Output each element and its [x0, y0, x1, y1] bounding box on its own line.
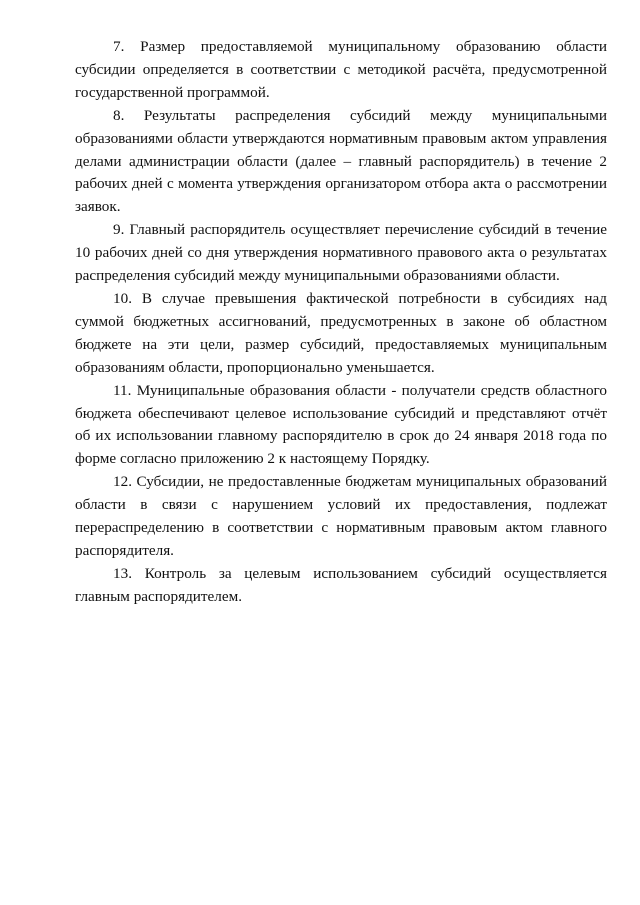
paragraph-8: 8. Результаты распределения субсидий между муниципальными образованиями области утверждаются нормативным правовым актом управления делами администрации области (далее – главный распорядитель) в течение 2 рабочих дней с момента утверждения организатором отбора акта о рассмотрении заявок. [75, 106, 607, 216]
paragraph-7: 7. Размер предоставляемой муниципальному образованию области субсидии определяется в соответствии с методикой расчёта, предусмотренной государственной программой. [75, 38, 607, 101]
paragraph-13: 13. Контроль за целевым использованием субсидий осуществляется главным распорядителем. [75, 564, 607, 605]
paragraph-11: 11. Муниципальные образования области - получатели средств областного бюджета обеспечивают целевое использование субсидий и представляют отчёт об их использовании главному распорядителю в срок до 24 января 2018 года по форме согласно приложению 2 к настоящему Порядку. [75, 381, 607, 468]
document-body [75, 36, 607, 609]
paragraph-10: 10. В случае превышения фактической потребности в субсидиях над суммой бюджетных ассигнований, предусмотренных в законе об областном бюджете на эти цели, размер субсидий, предоставляемых муниципальным образованиям области, пропорционально уменьшается. [75, 289, 607, 376]
paragraph-9: 9. Главный распорядитель осуществляет перечисление субсидий в течение 10 рабочих дней со дня утверждения нормативного правового акта о результатах распределения субсидий между муниципальными образованиями области. [75, 221, 607, 285]
paragraph-12: 12. Субсидии, не предоставленные бюджетам муниципальных образований области в связи с нарушением условий их предоставления, подлежат перераспределению в соответствии с нормативным правовым актом главного распорядителя. [75, 473, 607, 559]
